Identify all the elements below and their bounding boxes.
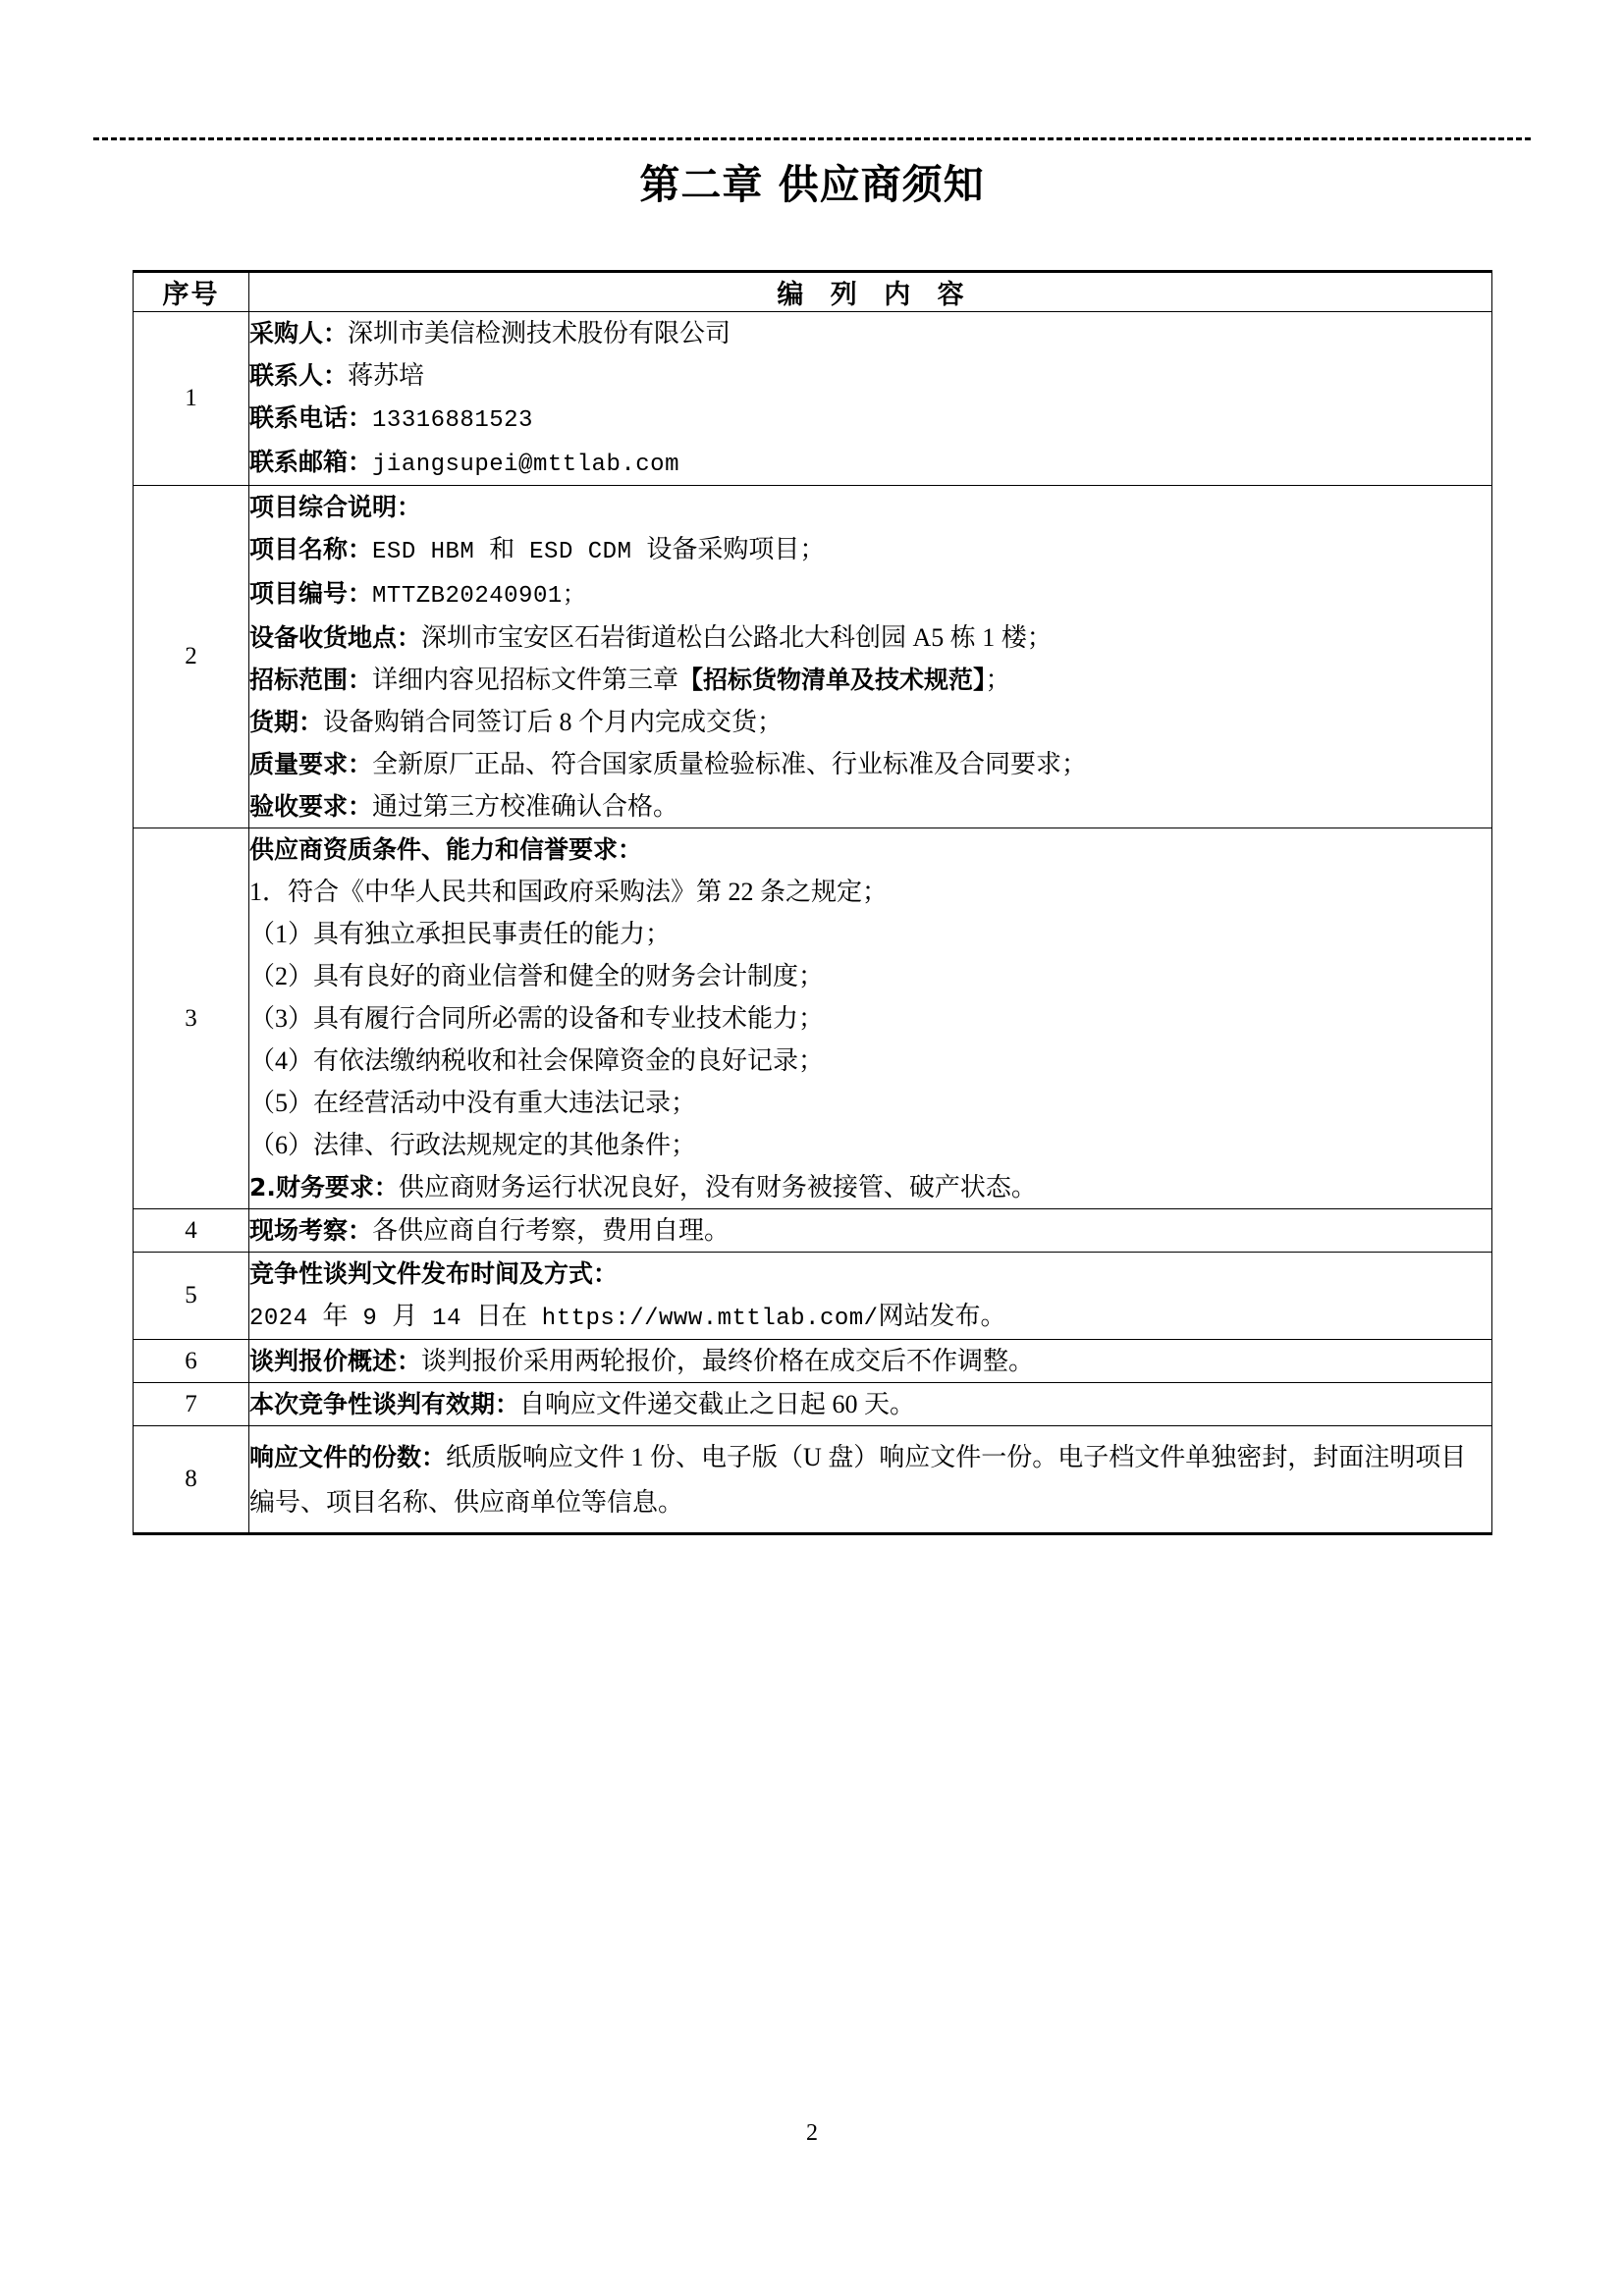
content-line-label: 联系人： (249, 361, 349, 390)
table-row (134, 312, 1492, 486)
content-line (249, 1383, 1491, 1425)
content-line-label: 采购人： (249, 319, 349, 347)
table-row (134, 1253, 1492, 1340)
content-line-value: 设备购销合同签订后 8 个月内完成交货； (323, 708, 784, 736)
content-line-value: 谈判报价采用两轮报价，最终价格在成交后不作调整。 (421, 1347, 1035, 1375)
content-line-label: 招标范围： (249, 666, 373, 694)
content-run: 网站发布。 (878, 1302, 1006, 1330)
row-content-cell (249, 1209, 1492, 1253)
content-run: 日在 (475, 1302, 527, 1330)
content-line-value: 1．符合《中华人民共和国政府采购法》第 22 条之规定； (249, 878, 889, 906)
content-line-value: 供应商财务运行状况良好，没有财务被接管、破产状态。 (398, 1173, 1037, 1201)
content-line (249, 354, 1491, 397)
table-row (134, 1383, 1492, 1426)
row-content-cell (249, 1340, 1492, 1383)
row-content-cell (249, 828, 1492, 1209)
column-header-content: 编 列 内 容 (249, 272, 1492, 312)
content-line-label: 质量要求： (249, 750, 373, 778)
content-line (249, 659, 1491, 701)
table-header-row (134, 272, 1492, 312)
row-content-cell (249, 1383, 1492, 1426)
content-line (249, 312, 1491, 354)
content-line-label: 项目编号： (249, 579, 373, 608)
content-line (249, 1253, 1491, 1295)
content-line (249, 572, 1491, 616)
content-line-label: 谈判报价概述： (249, 1347, 422, 1375)
content-line-label: 货期： (249, 708, 324, 736)
content-line-value: （1）具有独立承担民事责任的能力； (249, 920, 672, 948)
content-line-value (372, 535, 825, 563)
supplier-instructions-table (133, 270, 1492, 1535)
content-line (249, 997, 1491, 1040)
content-line (249, 616, 1491, 659)
content-line-label: 本次竞争性谈判有效期： (249, 1390, 520, 1418)
content-line-label: 竞争性谈判文件发布时间及方式： (249, 1259, 619, 1288)
content-line-value: （5）在经营活动中没有重大违法记录； (249, 1089, 697, 1117)
content-line-label: 项目综合说明： (249, 493, 422, 521)
footer-page-number: 2 (806, 2120, 818, 2146)
content-line (249, 1426, 1491, 1532)
content-run: 14 (417, 1306, 476, 1332)
content-line-value: 通过第三方校准确认合格。 (372, 792, 679, 821)
content-line (249, 828, 1491, 871)
content-line-value (372, 666, 1011, 694)
column-header-no: 序号 (134, 272, 249, 312)
table-row (134, 1209, 1492, 1253)
content-line-label: 供应商资质条件、能力和信誉要求： (249, 835, 643, 864)
content-line-value: 蒋苏培 (348, 361, 425, 390)
table-row (134, 828, 1492, 1209)
page-title: 第二章 供应商须知 (639, 161, 985, 208)
row-content-cell (249, 486, 1492, 828)
content-line-label: 验收要求： (249, 792, 373, 821)
content-line (249, 486, 1491, 528)
content-line-value: 纸质版响应文件 1 份、电子版（U 盘）响应文件一份。电子档文件单独密封，封面注明项目编号、项目名称、供应商单位等信息。 (249, 1443, 1467, 1517)
content-line-value: 13316881523 (372, 407, 533, 434)
header-divider-rule (93, 137, 1531, 140)
content-line-value: （6）法律、行政法规规定的其他条件； (249, 1131, 697, 1159)
content-line-label: 项目名称： (249, 535, 373, 563)
content-line-label: 2.财务要求： (249, 1173, 399, 1201)
row-number-cell: 6 (134, 1340, 249, 1383)
content-run: 2024 (249, 1306, 323, 1332)
content-line (249, 871, 1491, 913)
content-line-label: 现场考察： (249, 1216, 373, 1245)
row-number-cell: 3 (134, 828, 249, 1209)
row-content-cell (249, 1426, 1492, 1534)
content-line (249, 441, 1491, 485)
content-run: https://www.mttlab.com/ (526, 1306, 879, 1332)
content-line (249, 1166, 1491, 1208)
row-content-cell (249, 312, 1492, 486)
content-line (249, 701, 1491, 743)
content-line-value: 自响应文件递交截止之日起 60 天。 (519, 1390, 916, 1418)
content-run: 详细内容见招标文件第三章 (372, 666, 679, 694)
content-line (249, 743, 1491, 785)
content-run: 【招标货物清单及技术规范】 (678, 666, 986, 694)
content-line (249, 1082, 1491, 1124)
content-line-value: （2）具有良好的商业信誉和健全的财务会计制度； (249, 962, 825, 990)
content-line-value: （3）具有履行合同所必需的设备和专业技术能力； (249, 1004, 825, 1033)
content-run: ； (985, 666, 1011, 694)
content-line (249, 1295, 1491, 1339)
content-line (249, 913, 1491, 955)
content-line-value: 深圳市美信检测技术股份有限公司 (348, 319, 731, 347)
content-run: 设备采购项目； (646, 535, 826, 563)
content-line-value: （4）有依法缴纳税收和社会保障资金的良好记录； (249, 1046, 825, 1075)
content-run: 月 (392, 1302, 418, 1330)
content-line (249, 1124, 1491, 1166)
content-run: ESD CDM (514, 539, 647, 565)
content-line-value: jiangsupei@mttlab.com (372, 452, 679, 478)
row-number-cell: 4 (134, 1209, 249, 1253)
content-line-label: 设备收货地点： (249, 623, 422, 652)
row-number-cell: 2 (134, 486, 249, 828)
table-row (134, 1340, 1492, 1383)
content-line-value: MTTZB20240901； (372, 583, 587, 610)
content-run: 和 (489, 535, 515, 563)
content-line (249, 528, 1491, 572)
table-body (134, 272, 1492, 1534)
content-line-value: 深圳市宝安区石岩街道松白公路北大科创园 A5 栋 1 楼； (421, 623, 1053, 652)
content-line-label: 联系邮箱： (249, 448, 373, 476)
table-row (134, 486, 1492, 828)
content-line-value (249, 1302, 1006, 1330)
content-run: ESD HBM (372, 539, 490, 565)
content-line-value: 全新原厂正品、符合国家质量检验标准、行业标准及合同要求； (372, 750, 1088, 778)
content-line-value: 各供应商自行考察，费用自理。 (372, 1216, 731, 1245)
content-run: 年 (322, 1302, 349, 1330)
row-number-cell: 1 (134, 312, 249, 486)
row-number-cell: 7 (134, 1383, 249, 1426)
content-line (249, 1340, 1491, 1382)
content-run: 9 (348, 1306, 393, 1332)
content-line (249, 1209, 1491, 1252)
content-line-label: 响应文件的份数： (249, 1443, 447, 1471)
row-content-cell (249, 1253, 1492, 1340)
row-number-cell: 5 (134, 1253, 249, 1340)
table-row (134, 1426, 1492, 1534)
content-line (249, 1040, 1491, 1082)
row-number-cell: 8 (134, 1426, 249, 1534)
content-line (249, 785, 1491, 828)
content-line (249, 955, 1491, 997)
content-line-label: 联系电话： (249, 403, 373, 432)
content-line (249, 397, 1491, 441)
